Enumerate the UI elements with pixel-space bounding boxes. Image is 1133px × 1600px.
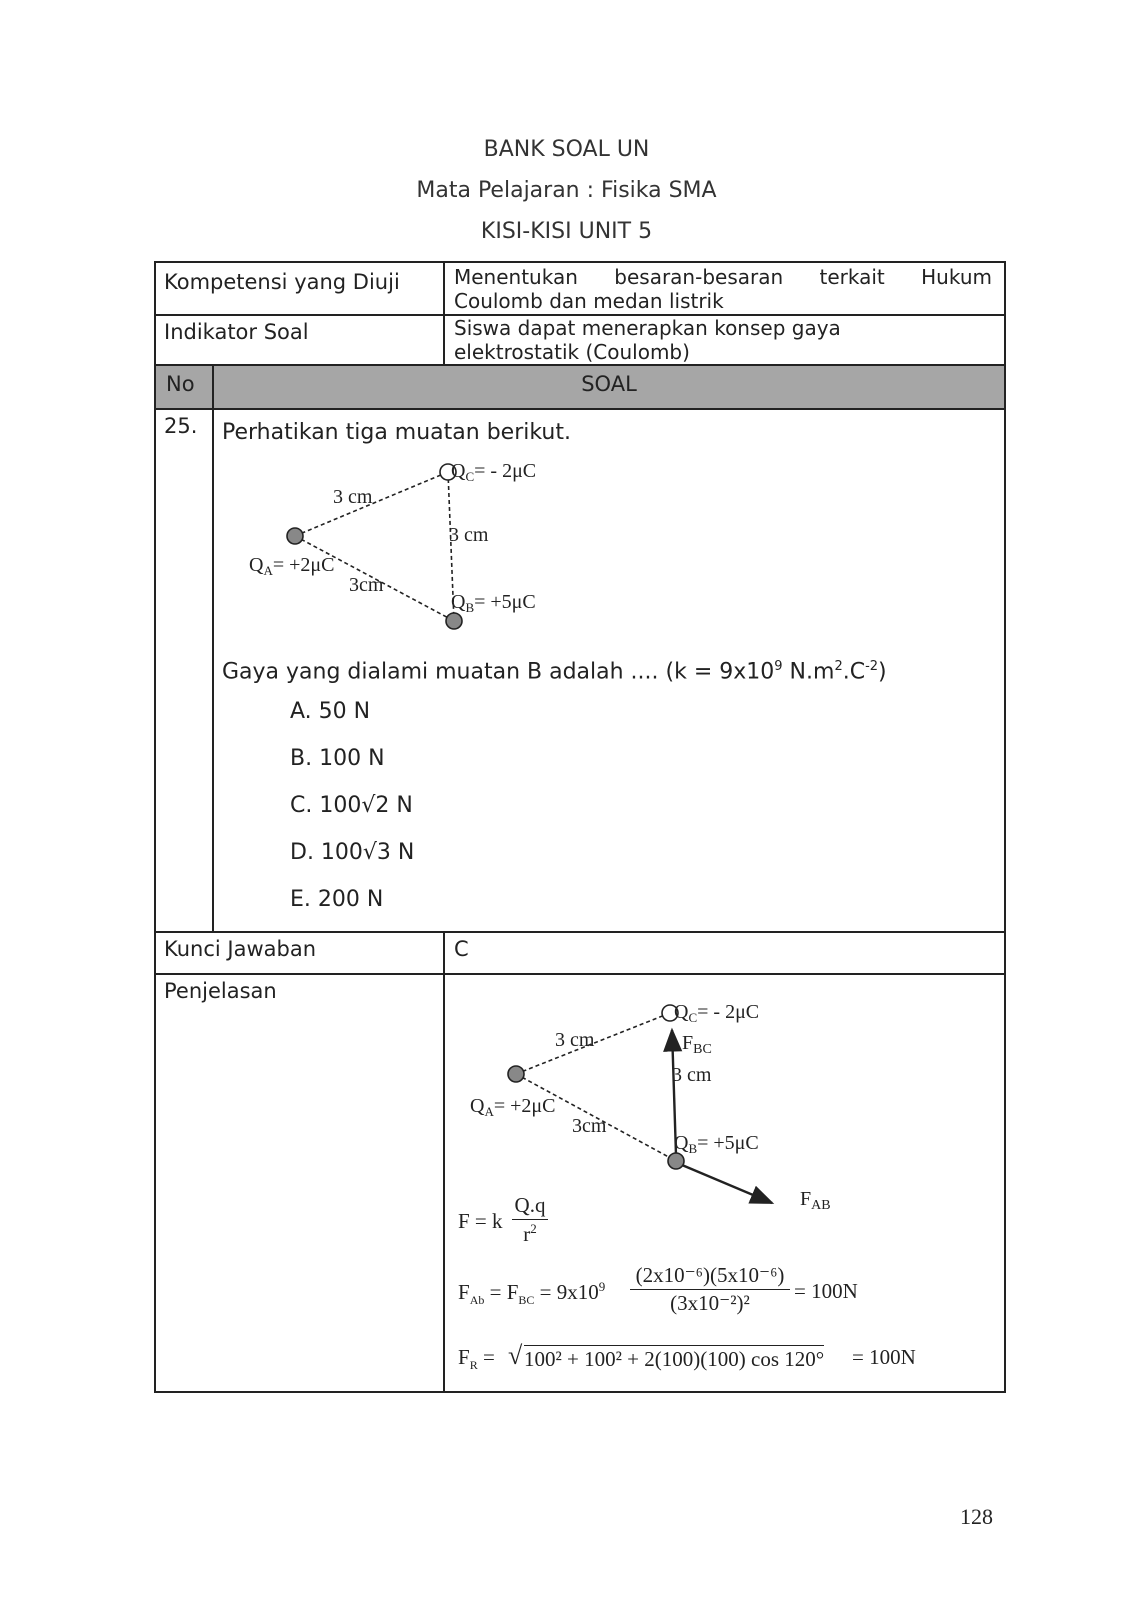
option-a: A. 50 N	[290, 699, 371, 724]
col-divider	[443, 263, 445, 366]
charge-a	[508, 1066, 524, 1082]
label-qb: $Q_B= +5\mu C$	[451, 591, 536, 615]
page-number: 128	[960, 1504, 993, 1529]
f3-left: $F_R$ =	[458, 1345, 495, 1373]
question-table	[154, 261, 1006, 1393]
f1-left: F = k	[458, 1209, 503, 1233]
force-ab-arrow	[682, 1165, 772, 1203]
label-qc: $Q_C= - 2\mu C$	[451, 460, 537, 484]
label-dist-ac: 3 cm	[555, 1029, 595, 1051]
option-e: E. 200 N	[290, 887, 384, 912]
kompetensi-value-line2: Coulomb dan medan listrik	[454, 289, 724, 313]
doc-title: BANK SOAL UN	[483, 137, 650, 162]
label-fbc: $F_{BC}$	[682, 1032, 712, 1057]
charge-b	[446, 613, 462, 629]
col-divider	[443, 931, 445, 1393]
f1-fraction-bar	[512, 1219, 548, 1220]
charges-diagram	[241, 441, 581, 641]
doc-unit: KISI-KISI UNIT 5	[480, 219, 653, 244]
f3-result: = 100N	[852, 1345, 916, 1369]
label-qa: $Q_A= +2\mu C$	[470, 1095, 556, 1119]
indikator-value-line2: elektrostatik (Coulomb)	[454, 340, 690, 364]
label-dist-cb: 3 cm	[672, 1064, 712, 1086]
option-d: D. 100√3 N	[290, 840, 415, 865]
row-divider	[156, 408, 1004, 410]
question-number: 25.	[164, 414, 198, 438]
f2-denominator: (3x10⁻²)²	[670, 1291, 750, 1315]
doc-subject: Mata Pelajaran : Fisika SMA	[416, 178, 717, 203]
label-qa: $Q_A= +2\mu C$	[249, 554, 335, 578]
charge-b	[668, 1153, 684, 1169]
question-intro: Perhatikan tiga muatan berikut.	[222, 420, 571, 445]
label-qc: $Q_C= - 2\mu C$	[674, 1001, 760, 1025]
row-divider	[156, 931, 1004, 933]
kunci-label: Kunci Jawaban	[164, 937, 317, 961]
label-dist-ab: 3cm	[349, 574, 384, 596]
f3-radicand: 100² + 100² + 2(100)(100) cos 120°	[524, 1347, 825, 1371]
label-dist-ab: 3cm	[572, 1115, 607, 1137]
f2-result: = 100N	[794, 1279, 858, 1303]
no-header: No	[166, 372, 195, 396]
f1-denominator: $r^2$	[523, 1221, 537, 1246]
formula-resultant	[458, 1341, 998, 1381]
soal-header: SOAL	[581, 372, 637, 396]
label-dist-cb: 3 cm	[449, 524, 489, 546]
label-dist-ac: 3 cm	[333, 486, 373, 508]
formula-force-calc	[458, 1263, 998, 1323]
sqrt-icon: √	[508, 1341, 523, 1370]
row-divider	[156, 364, 1004, 366]
option-b: B. 100 N	[290, 746, 385, 771]
penjelasan-label: Penjelasan	[164, 979, 277, 1003]
forces-diagram	[456, 975, 876, 1215]
question-text: Gaya yang dialami muatan B adalah .... ($k = 9x10^9$ $N.m^2.C^{-2}$)	[222, 659, 887, 685]
kunci-value: C	[454, 937, 469, 961]
charge-a	[287, 528, 303, 544]
kompetensi-label: Kompetensi yang Diuji	[164, 270, 400, 294]
indikator-label: Indikator Soal	[164, 320, 309, 344]
col-divider	[212, 364, 214, 933]
kompetensi-value-line1: Menentukan besaran-besaran terkait Hukum	[454, 265, 992, 289]
f2-left: $F_{Ab} = F_{BC} = 9x10^9$	[458, 1279, 606, 1308]
indikator-value-line1: Siswa dapat menerapkan konsep gaya	[454, 316, 841, 340]
f2-numerator: (2x10⁻⁶)(5x10⁻⁶)	[635, 1263, 785, 1287]
option-c: C. 100√2 N	[290, 793, 413, 818]
f1-numerator: Q.q	[514, 1193, 546, 1217]
label-fab: $F_{AB}$	[800, 1188, 831, 1213]
label-qb: $Q_B= +5\mu C$	[674, 1132, 759, 1156]
f2-fraction-bar	[630, 1289, 790, 1290]
